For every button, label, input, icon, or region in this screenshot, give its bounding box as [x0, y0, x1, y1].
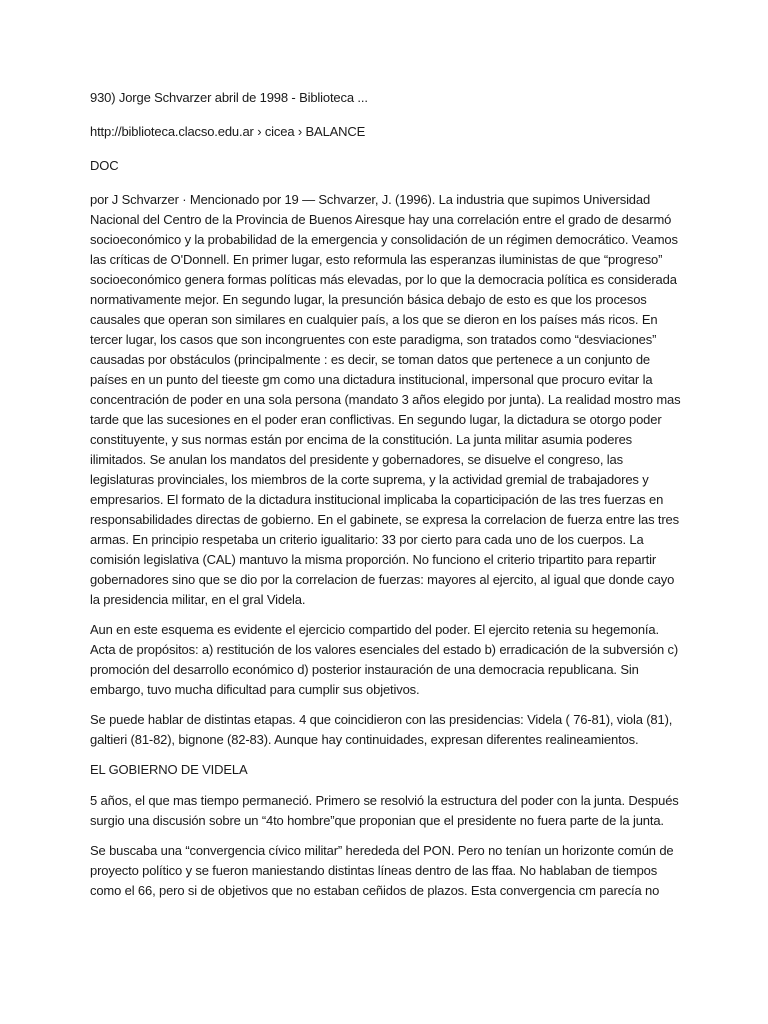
section-paragraph: Se buscaba una “convergencia cívico militar” herededa del PON. Pero no tenían un horizonte común de proyecto político y se fueron maniestando distintas líneas dentro de las ffaa. No hablaban de tiempos como el 66, pero si de objetivos que no estaban ceñidos de plazos. Esta convergencia cm parecía no — [90, 843, 674, 898]
document-page — [90, 88, 682, 911]
document-format-line: DOC — [90, 158, 119, 173]
body-paragraph: Se puede hablar de distintas etapas. 4 que coincidieron con las presidencias: Videla ( 76-81), viola (81), galtieri (81-82), bignone (82-83). Aunque hay continuidades, expresan diferentes realineamientos. — [90, 712, 673, 747]
section-heading: EL GOBIERNO DE VIDELA — [90, 762, 248, 777]
document-title-line: 930) Jorge Schvarzer abril de 1998 - Biblioteca ... — [90, 90, 368, 105]
section-paragraph: 5 años, el que mas tiempo permaneció. Primero se resolvió la estructura del poder con la junta. Después surgio una discusión sobre un “4to hombre”que proponian que el presidente no fuera parte de la junta. — [90, 793, 679, 828]
document-url-line: http://biblioteca.clacso.edu.ar › cicea › BALANCE — [90, 124, 366, 139]
body-paragraph: por J Schvarzer · Mencionado por 19 — Schvarzer, J. (1996). La industria que supimos Universidad Nacional del Centro de la Provincia de Buenos Airesque hay una correlación entre el grado de desarmó socioeconómico y la probabilidad de la emergencia y consolidación de un régimen democrático. Veamos las críticas de O'Donnell. En primer lugar, esto reformula las esperanzas iluministas de que “progreso” socioeconómico genera formas políticas más elevadas, por lo que la democracia política es considerada normativamente mejor. En segundo lugar, la presunción básica debajo de esto es que los procesos causales que operan son similares en cualquier país, a los que se dieron en los países más ricos. En tercer lugar, los casos que son incongruentes con este paradigma, son tratados como “desviaciones” causadas por obstáculos (principalmente : es decir, se toman datos que pertenece a un conjunto de países en un punto del tieeste gm como una dictadura institucional, impersonal que procuro evitar la concentración de poder en una sola persona (mandato 3 años elegido por junta). La realidad mostro mas tarde que las sucesiones en el poder eran conflictivas. En segundo lugar, la dictadura se otorgo poder constituyente, y sus normas están por encima de la constitución. La junta militar asumia poderes ilimitados. Se anulan los mandatos del presidente y gobernadores, se disuelve el congreso, las legislaturas provinciales, los miembros de la corte suprema, y la actividad gremial de trabajadores y empresarios. El formato de la dictadura institucional implicaba la coparticipación de las tres fuerzas en responsabilidades directas de gobierno. En el gabinete, se expresa la correlacion de fuerza entre las tres armas. En principio respetaba un criterio igualitario: 33 por cierto para cada uno de los cuerpos. La comisión legislativa (CAL) mantuvo la misma proporción. No funciono el criterio tripartito para repartir gobernadores sino que se dio por la correlacion de fuerzas: mayores al ejercito, al igual que donde cayo la presidencia militar, en el gral Videla. — [90, 192, 681, 607]
body-paragraph: Aun en este esquema es evidente el ejercicio compartido del poder. El ejercito retenia su hegemonía. Acta de propósitos: a) restitución de los valores esenciales del estado b) erradicación de la subversión c) promoción del desarrollo económico d) posterior instauración de una democracia republicana. Sin embargo, tuvo mucha dificultad para cumplir sus objetivos. — [90, 622, 679, 697]
